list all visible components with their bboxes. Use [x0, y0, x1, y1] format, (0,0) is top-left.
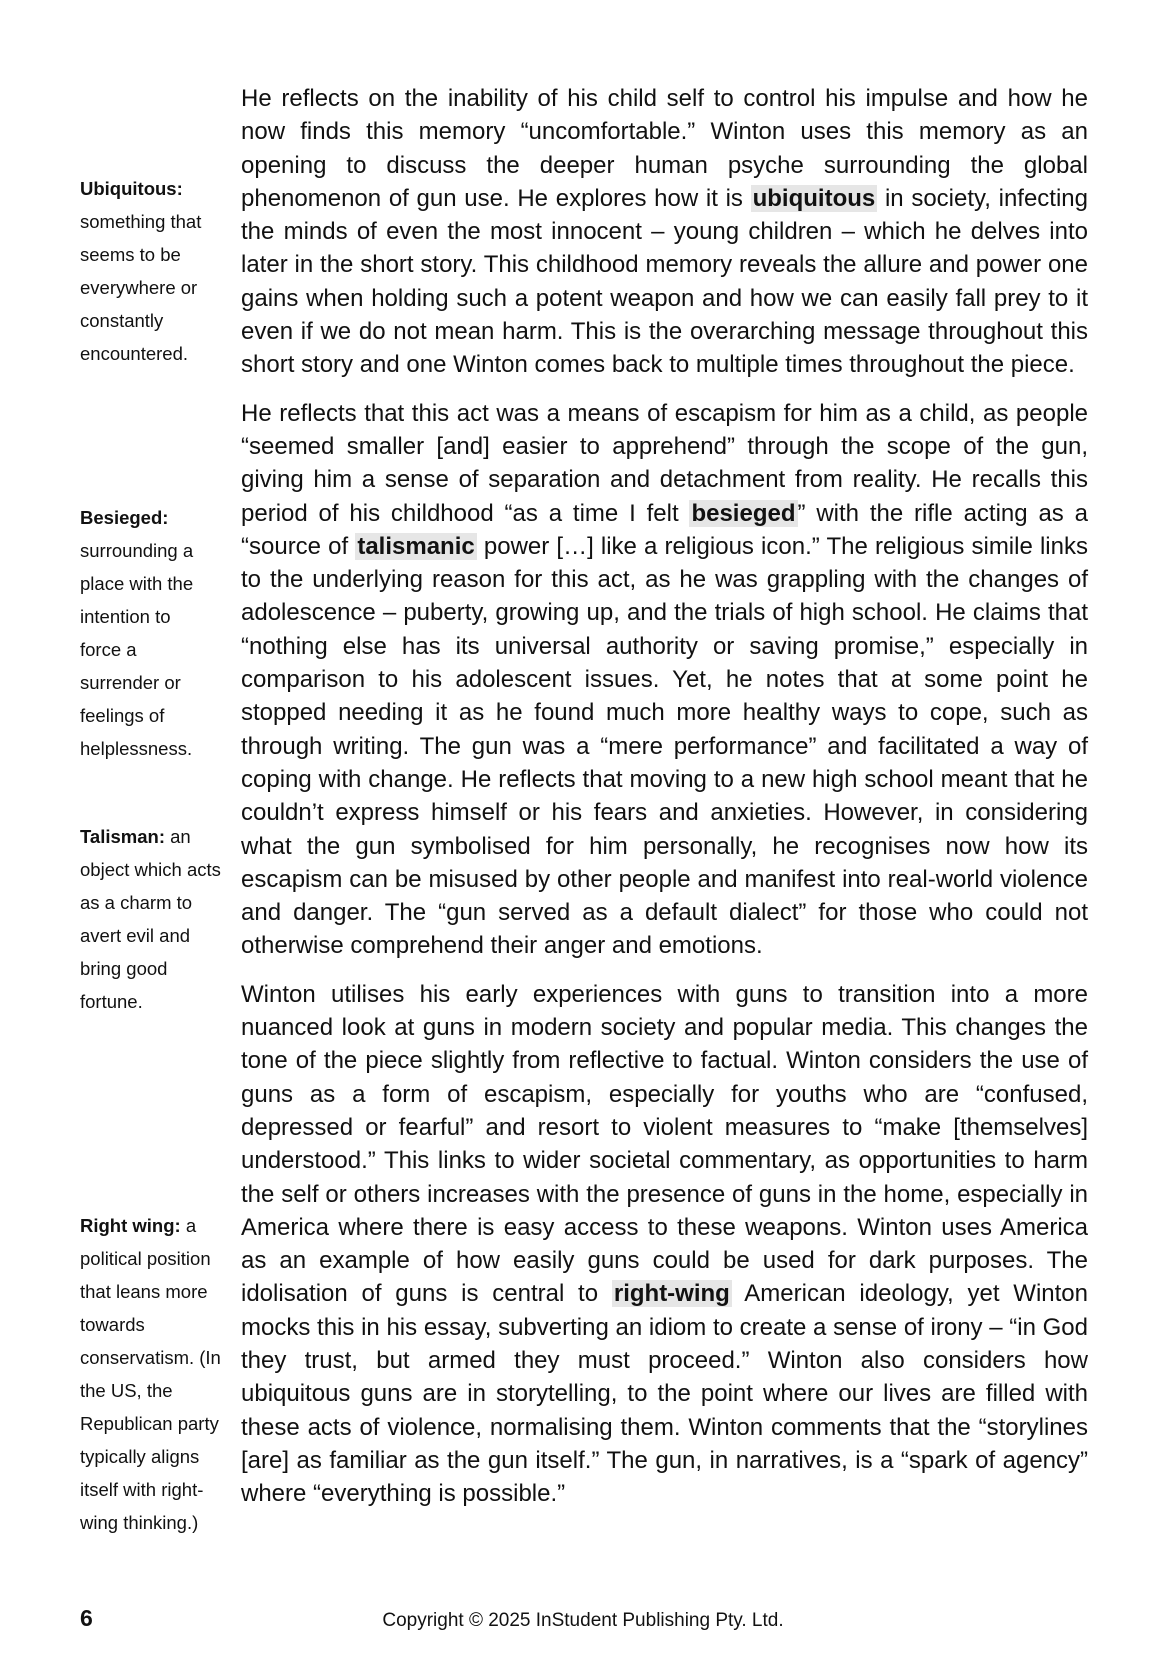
highlighted-term: right-wing — [613, 1280, 730, 1308]
page-number: 6 — [80, 1605, 93, 1631]
text-run: American ideology, yet Winton mocks this in his essay, subverting an idiom to create a sense of irony – “in God they trust, but armed they must proceed.” Winton also considers how ubiquitous guns are in storytelling, to the point where our lives are filled with these acts of violence, normalising them. Winton comments that the “storylines [are] as familiar as the gun itself.” The gun, in narratives, is a “spark of agency” where “everything is possible.” — [241, 1280, 1088, 1508]
glossary-talisman — [80, 820, 222, 1018]
text-run: ” with the rifle acting as a “source of — [241, 499, 1088, 560]
glossary-term: Ubiquitous: — [80, 178, 183, 199]
text-run: power […] like a religious icon.” The religious simile links to the underlying reason for this act, as he was grappling with the changes of adolescence – puberty, growing up, and the trials of high school. He claims that “nothing else has its universal authority or saving promise,” especially in comparison to his adolescent issues. Yet, he notes that at some point he stopped needing it as he found much more healthy ways to cope, such as through writing. The gun was a “mere performance” and facilitated a way of coping with change. He reflects that moving to a new high school meant that he couldn’t express himself or his fears and anxieties. However, in considering what the gun symbolised for him personally, he recognises now how its escapism can be misused by other people and manifest into real-world violence and danger. The “gun served as a default dialect” for those who could not otherwise comprehend their anger and emotions. — [241, 532, 1088, 960]
glossary-besieged — [80, 501, 215, 765]
glossary-definition: an object which acts as a charm to avert evil and bring good fortune. — [80, 826, 221, 1012]
glossary-term: Right wing: — [80, 1215, 181, 1236]
highlighted-term: talismanic — [357, 532, 475, 560]
glossary-definition: a political position that leans more towards conservatism. (In the US, the Republican party typically aligns itself with right-wing thinking.) — [80, 1215, 221, 1533]
main-text — [241, 82, 1088, 1525]
text-run: He reflects on the inability of his child self to control his impulse and how he now finds this memory “uncomfortable.” Winton uses this memory as an opening to discuss the deeper human psyche surrounding the global phenomenon of gun use. He explores how it is — [241, 85, 1088, 212]
paragraph-2 — [241, 397, 1088, 963]
text-run: in society, infecting the minds of even the most innocent – young children – which he delves into later in the short story. This childhood memory reveals the allure and power one gains when holding such a potent weapon and how we can easily fall prey to it even if we do not mean harm. This is the overarching message throughout this short story and one Winton comes back to multiple times throughout the piece. — [241, 184, 1089, 379]
paragraph-3 — [241, 978, 1088, 1511]
glossary-term: Besieged: — [80, 507, 169, 528]
glossary-term: Talisman: — [80, 826, 165, 847]
glossary-definition: surrounding a place with the intention to force a surrender or feelings of helplessness. — [80, 540, 194, 759]
text-run: Winton utilises his early experiences with guns to transition into a more nuanced look at guns in modern society and popular media. This changes the tone of the piece slightly from reflective to factual. Winton considers the use of guns as a form of escapism, especially for youths who are “confused, depressed or fearful” and resort to violent measures to “make [themselves] understood.” This links to wider societal commentary, as opportunities to harm the self or others increases with the presence of guns in the home, especially in America where there is easy access to these weapons. Winton uses America as an example of how easily guns could be used for dark purposes. The idolisation of guns is central to — [241, 980, 1088, 1308]
glossary-ubiquitous — [80, 172, 215, 370]
paragraph-1 — [241, 82, 1088, 382]
highlighted-term: ubiquitous — [752, 184, 876, 212]
highlighted-term: besieged — [691, 499, 796, 527]
text-run: He reflects that this act was a means of escapism for him as a child, as people “seemed smaller [and] easier to apprehend” through the scope of the gun, giving him a sense of separation and detachment from reality. He recalls this period of his childhood “as a time I felt — [241, 399, 1088, 527]
copyright-notice: Copyright © 2025 InStudent Publishing Pty. Ltd. — [382, 1610, 784, 1631]
glossary-right-wing — [80, 1209, 225, 1539]
glossary-definition: something that seems to be everywhere or constantly encountered. — [80, 211, 202, 364]
